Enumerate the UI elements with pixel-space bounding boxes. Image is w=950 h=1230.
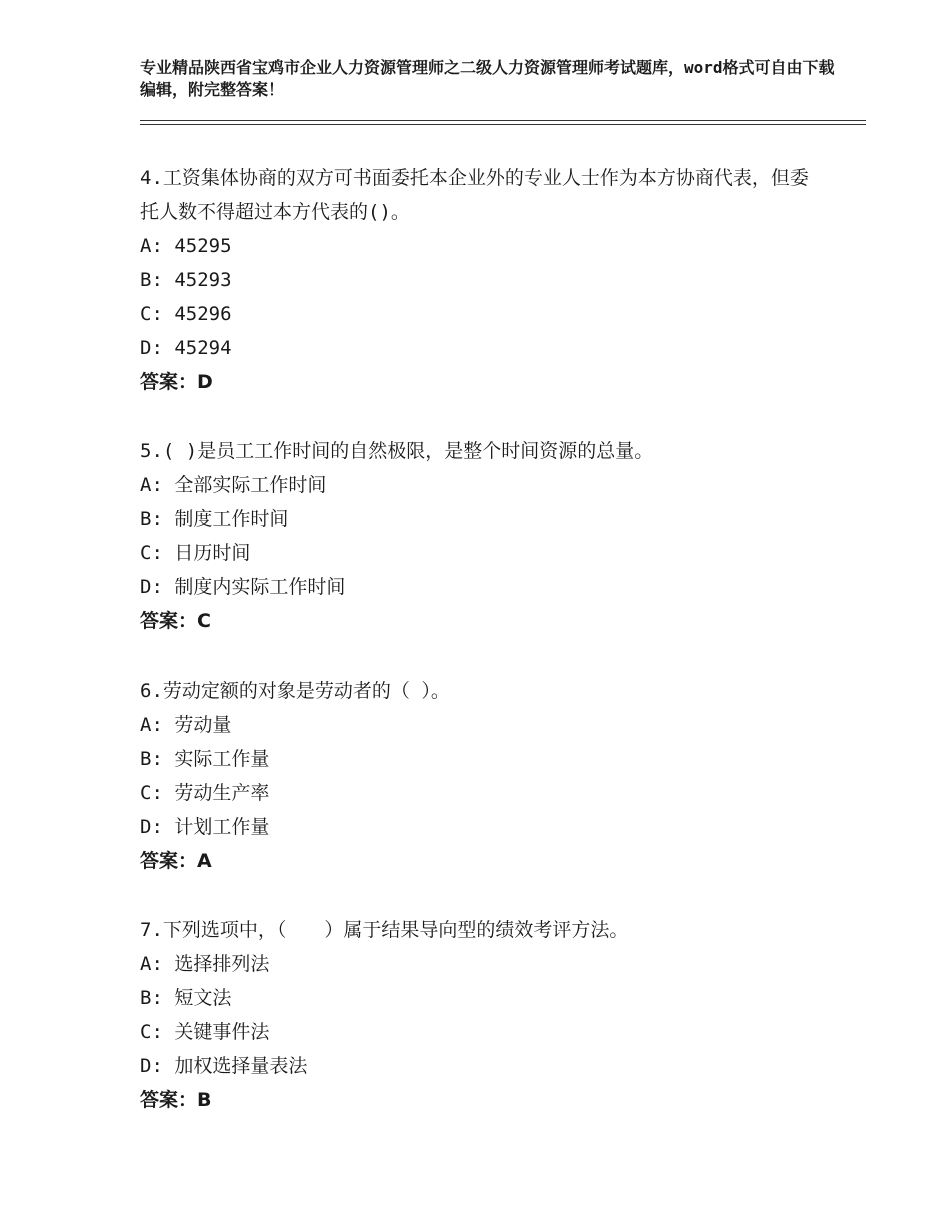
option-b: B: 实际工作量 — [140, 748, 270, 770]
answer: 答案：A — [140, 850, 212, 872]
question-4 — [140, 161, 820, 399]
question-5 — [140, 434, 820, 638]
question-text: 5.( )是员工工作时间的自然极限，是整个时间资源的总量。 — [140, 440, 654, 462]
option-d: D: 45294 — [140, 337, 232, 359]
question-text: 6.劳动定额的对象是劳动者的（ ）。 — [140, 680, 450, 702]
answer: 答案：B — [140, 1089, 212, 1111]
option-d: D: 制度内实际工作时间 — [140, 576, 346, 598]
option-a: A: 劳动量 — [140, 714, 232, 736]
question-7 — [140, 913, 820, 1117]
option-c: C: 45296 — [140, 303, 232, 325]
header-title: 专业精品陕西省宝鸡市企业人力资源管理师之二级人力资源管理师考试题库，word格式可自由下载编辑，附完整答案！ — [140, 58, 835, 99]
option-c: C: 关键事件法 — [140, 1021, 270, 1043]
answer: 答案：D — [140, 371, 213, 393]
option-a: A: 全部实际工作时间 — [140, 474, 327, 496]
option-c: C: 劳动生产率 — [140, 782, 270, 804]
option-b: B: 制度工作时间 — [140, 508, 289, 530]
answer: 答案：C — [140, 610, 211, 632]
option-c: C: 日历时间 — [140, 542, 251, 564]
question-6 — [140, 674, 820, 878]
option-b: B: 45293 — [140, 269, 232, 291]
question-text: 4.工资集体协商的双方可书面委托本企业外的专业人士作为本方协商代表，但委托人数不得超过本方代表的()。 — [140, 167, 809, 223]
document-header — [140, 57, 840, 101]
option-a: A: 选择排列法 — [140, 953, 270, 975]
question-text: 7.下列选项中，（ ）属于结果导向型的绩效考评方法。 — [140, 919, 629, 941]
option-a: A: 45295 — [140, 235, 232, 257]
option-d: D: 计划工作量 — [140, 816, 270, 838]
header-divider — [140, 120, 866, 125]
option-b: B: 短文法 — [140, 987, 232, 1009]
option-d: D: 加权选择量表法 — [140, 1055, 308, 1077]
